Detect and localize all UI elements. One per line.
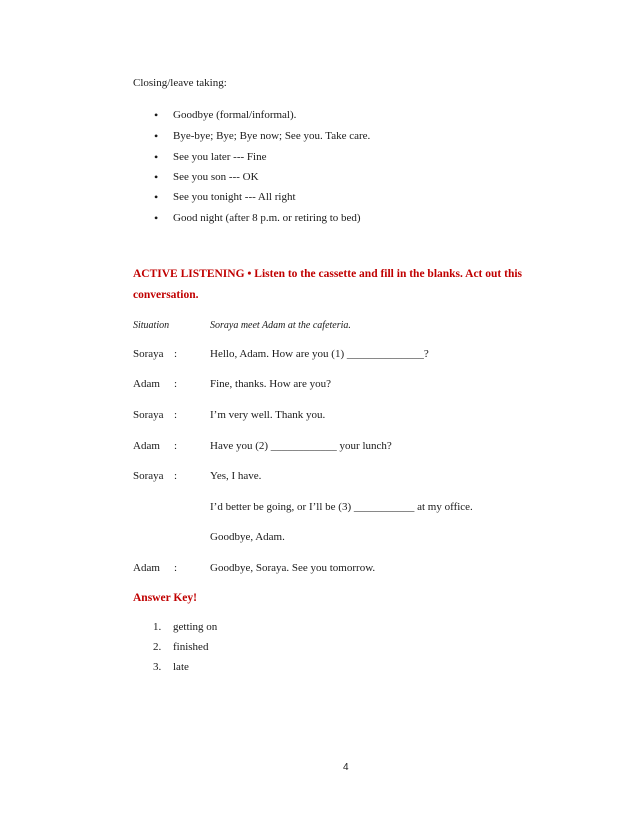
answer-text: finished (173, 641, 209, 653)
answer-number: 1. (153, 621, 162, 633)
speaker: Soraya (133, 470, 164, 482)
closing-item: • See you son --- OK (173, 171, 259, 183)
closing-item: • See you later --- Fine (173, 151, 266, 163)
speaker: Adam (133, 562, 160, 574)
answer-number: 2. (153, 641, 162, 653)
speaker-sep: : (174, 348, 178, 360)
answer-number: 3. (153, 661, 162, 673)
speaker-sep: : (174, 440, 178, 452)
dialogue-line: Yes, I have. (210, 470, 262, 482)
speaker-sep: : (174, 562, 178, 574)
active-listening-heading: ACTIVE LISTENING • Listen to the cassette and fill in the blanks. Act out this (133, 268, 523, 280)
speaker: Soraya (133, 348, 164, 360)
closing-item: • Goodbye (formal/informal). (173, 109, 296, 121)
closing-item: • Bye-bye; Bye; Bye now; See you. Take care. (173, 130, 370, 142)
speaker: Adam (133, 378, 160, 390)
dialogue-line: I’d better be going, or I’ll be (3) ___________ at my office. (210, 501, 473, 513)
situation-label: Situation (133, 320, 170, 331)
answer-text: getting on (173, 621, 218, 633)
answer-key-heading: Answer Key! (133, 592, 197, 604)
dialogue-line: Goodbye, Adam. (210, 531, 285, 543)
active-listening-heading-cont: conversation. (133, 289, 199, 301)
speaker: Soraya (133, 409, 164, 421)
speaker-sep: : (174, 470, 178, 482)
dialogue-line: Fine, thanks. How are you? (210, 378, 331, 390)
situation-text: Soraya meet Adam at the cafeteria. (210, 320, 351, 331)
dialogue-line: Goodbye, Soraya. See you tomorrow. (210, 562, 376, 574)
dialogue-line: I’m very well. Thank you. (210, 409, 326, 421)
closing-item: • See you tonight --- All right (173, 191, 296, 203)
closing-item: • Good night (after 8 p.m. or retiring to bed) (173, 212, 361, 224)
page-number: 4 (343, 762, 349, 773)
speaker-sep: : (174, 409, 178, 421)
answer-text: late (173, 661, 189, 673)
closing-heading: Closing/leave taking: (133, 77, 227, 89)
speaker: Adam (133, 440, 160, 452)
dialogue-line: Have you (2) ____________ your lunch? (210, 440, 392, 452)
dialogue-line: Hello, Adam. How are you (1) ______________? (210, 348, 429, 360)
speaker-sep: : (174, 378, 178, 390)
